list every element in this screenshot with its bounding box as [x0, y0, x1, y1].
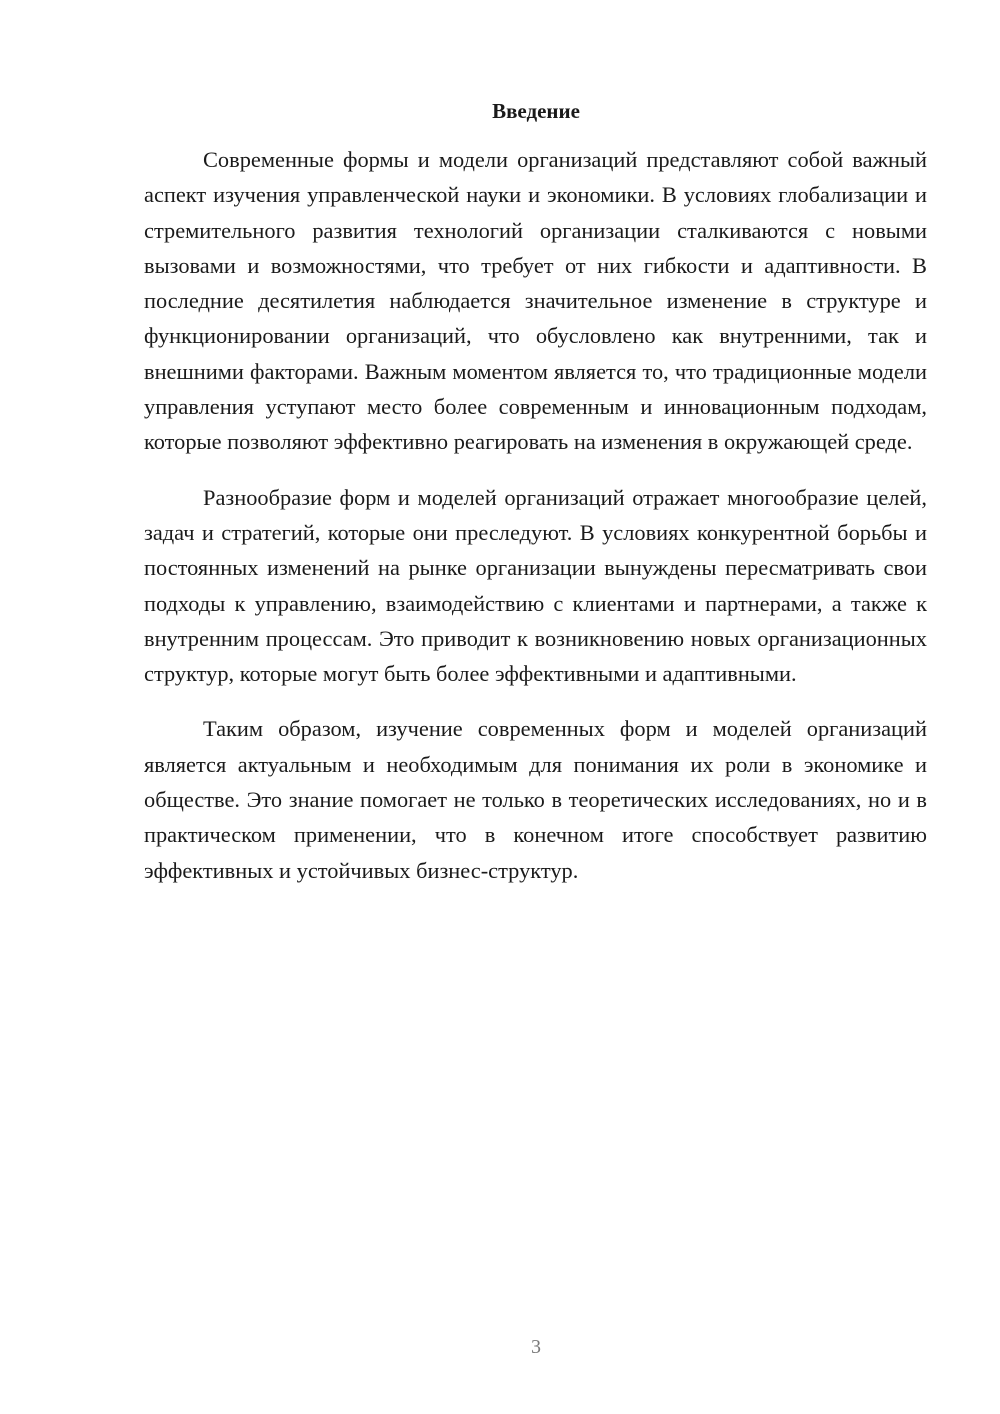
paragraph-2: Разнообразие форм и моделей организаций отражает многообразие целей, задач и стратегий, которые они преследуют. В условиях конкурентной борьбы и постоянных изменений на рынке организации вынуждены пересматривать свои подходы к управлению, взаимодействию с клиентами и партнерами, а также к внутренним процессам. Это приводит к возникновению новых организационных структур, которые могут быть более эффективными и адаптивными.: [144, 484, 927, 687]
paragraph-3: Таким образом, изучение современных форм и моделей организаций является актуальным и необходимым для понимания их роли в экономике и обществе. Это знание помогает не только в теоретических исследованиях, но и в практическом применении, что в конечном итоге способствует развитию эффективных и устойчивых бизнес-структур.: [144, 716, 927, 883]
page-number: 3: [531, 1336, 541, 1358]
body-text: [144, 142, 927, 908]
paragraph-1: Современные формы и модели организаций представляют собой важный аспект изучения управленческой науки и экономики. В условиях глобализации и стремительного развития технологий организации сталкиваются с новыми вызовами и возможностями, что требует от них гибкости и адаптивности. В последние десятилетия наблюдается значительное изменение в структуре и функционировании организаций, что обусловлено как внутренними, так и внешними факторами. Важным моментом является то, что традиционные модели управления уступают место более современным и инновационным подходам, которые позволяют эффективно реагировать на изменения в окружающей среде.: [144, 147, 927, 455]
page-title: Введение: [492, 99, 580, 123]
